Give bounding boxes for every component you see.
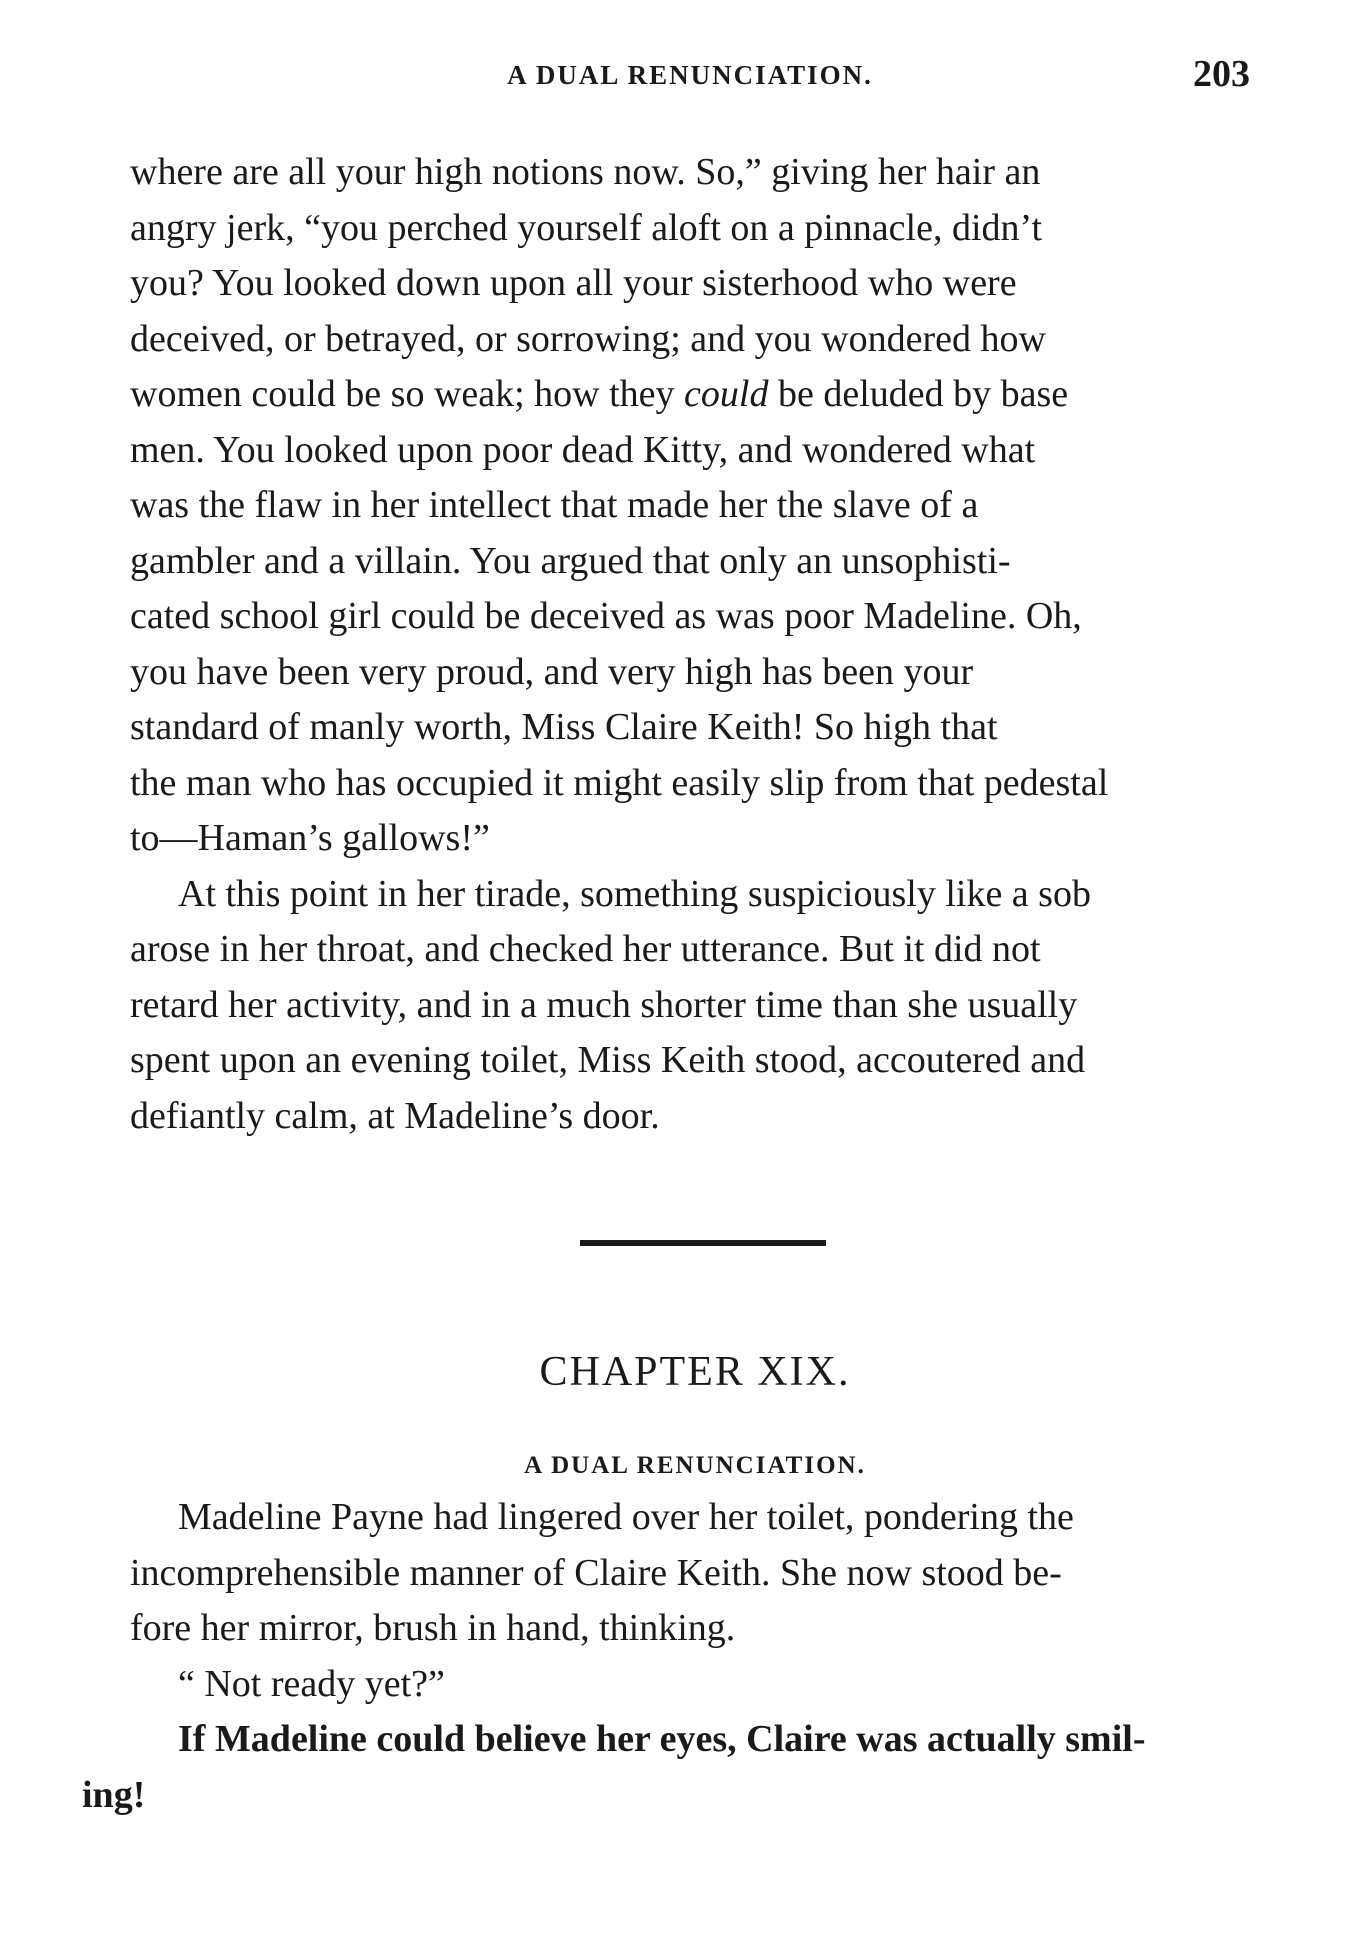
paragraph xyxy=(82,1712,1260,1823)
text-line: gambler and a villain. You argued that only an unsophisti- xyxy=(130,539,1011,582)
text-line: be deluded by base xyxy=(768,373,1069,415)
text-line: women could be so weak; how they xyxy=(130,373,685,415)
text-line: spent upon an evening toilet, Miss Keith stood, accoutered and xyxy=(130,1039,1086,1081)
text-line: cated school girl could be deceived as was poor Madeline. Oh, xyxy=(130,595,1082,637)
text-line: where are all your high notions now. So,” giving her hair an xyxy=(130,151,1041,193)
paragraph xyxy=(130,867,1260,1145)
text-line: men. You looked upon poor dead Kitty, and wondered what xyxy=(130,428,1036,471)
text-line: was the flaw in her intellect that made her the slave of a xyxy=(130,484,979,526)
body-text-top xyxy=(130,145,1260,1144)
chapter-title: CHAPTER XIX. xyxy=(539,1349,851,1395)
body-text-chapter xyxy=(82,1490,1260,1823)
emphasis: could xyxy=(684,373,769,415)
text-line: to—Haman’s gallows!” xyxy=(130,817,490,859)
text-line: At this point in her tirade, something suspiciously like a sob xyxy=(178,872,1091,915)
running-title: A DUAL RENUNCIATION. xyxy=(507,60,873,90)
paragraph xyxy=(130,1657,1260,1713)
text-line: the man who has occupied it might easily slip from that pedestal xyxy=(130,761,1109,804)
text-line: arose in her throat, and checked her utterance. But it did not xyxy=(130,928,1041,970)
text-line: you have been very proud, and very high has been your xyxy=(130,650,974,693)
paragraph xyxy=(130,1490,1260,1657)
running-head xyxy=(130,52,1250,102)
section-divider xyxy=(580,1240,826,1246)
text-line: incomprehensible manner of Claire Keith. She now stood be- xyxy=(130,1551,1062,1594)
text-line: fore her mirror, brush in hand, thinking. xyxy=(130,1607,736,1649)
text-line: ing! xyxy=(82,1773,146,1816)
text-line: Madeline Payne had lingered over her toilet, pondering the xyxy=(178,1496,1074,1538)
page-number: 203 xyxy=(1193,53,1250,95)
text-line: If Madeline could believe her eyes, Claire was actually smil- xyxy=(178,1718,1146,1760)
chapter-subtitle: A DUAL RENUNCIATION. xyxy=(524,1452,866,1479)
text-line: you? You looked down upon all your sisterhood who were xyxy=(130,262,1017,304)
text-line: defiantly calm, at Madeline’s door. xyxy=(130,1094,660,1137)
text-line: retard her activity, and in a much shorter time than she usually xyxy=(130,983,1078,1026)
text-line: standard of manly worth, Miss Claire Keith! So high that xyxy=(130,706,998,748)
paragraph xyxy=(130,145,1260,867)
text-line: “ Not ready yet?” xyxy=(178,1662,445,1705)
text-line: deceived, or betrayed, or sorrowing; and you wondered how xyxy=(130,317,1046,360)
text-line: angry jerk, “you perched yourself aloft on a pinnacle, didn’t xyxy=(130,206,1043,249)
